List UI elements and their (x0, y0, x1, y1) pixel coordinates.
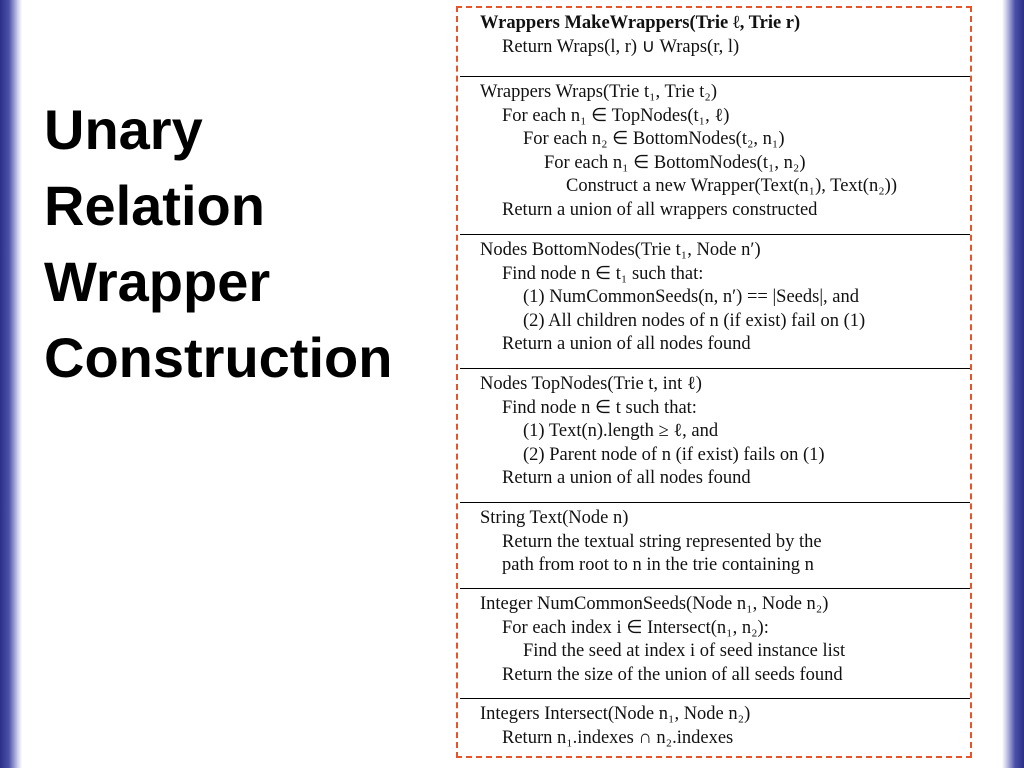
function-signature: String Text(Node n) (480, 508, 629, 528)
slide-title-line: Unary (44, 98, 203, 161)
algorithm-section (460, 698, 970, 757)
algorithm-line: (2) All children nodes of n (if exist) fail on (1) (523, 310, 866, 331)
algorithm-section (460, 8, 970, 76)
algorithm-line: Construct a new Wrapper(Text(n₁), Text(n₂)) (566, 176, 897, 197)
function-signature: Nodes BottomNodes(Trie t₁, Node n′) (480, 240, 761, 260)
algorithm-line: For each n₁ ∈ BottomNodes(t₁, n₂) (544, 152, 806, 173)
algorithm-line: For each n₂ ∈ BottomNodes(t₂, n₁) (523, 129, 785, 150)
algorithm-line: Return a union of all wrappers constructed (502, 200, 818, 220)
function-signature: Wrappers Wraps(Trie t₁, Trie t₂) (480, 82, 717, 102)
right-edge-gradient (1002, 0, 1024, 768)
algorithm-line: (1) NumCommonSeeds(n, n′) == |Seeds|, and (523, 287, 859, 308)
algorithm-line: Return the size of the union of all seeds found (502, 664, 843, 685)
algorithm-line: (2) Parent node of n (if exist) fails on (1) (523, 444, 825, 465)
algorithm-line: Find the seed at index i of seed instance list (523, 641, 846, 662)
algorithm-line: Find node n ∈ t₁ such that: (502, 263, 704, 284)
algorithm-section (460, 234, 970, 369)
slide-title-line: Relation (44, 174, 265, 237)
algorithm-line: path from root to n in the trie containing n (502, 555, 814, 576)
function-signature: Integer NumCommonSeeds(Node n₁, Node n₂) (480, 594, 829, 614)
algorithm-line: Return n₁.indexes ∩ n₂.indexes (502, 727, 734, 748)
slide-title-line: Wrapper (44, 250, 271, 313)
algorithm-section (460, 76, 970, 235)
algorithm-line: Return a union of all nodes found (502, 468, 751, 489)
function-signature: Integers Intersect(Node n₁, Node n₂) (480, 704, 751, 724)
algorithm-section (460, 588, 970, 699)
slide-title-line: Construction (44, 326, 393, 389)
algorithm-line: Return a union of all nodes found (502, 334, 751, 355)
algorithm-section (460, 502, 970, 589)
algorithm-line: (1) Text(n).length ≥ ℓ, and (523, 421, 719, 442)
algorithm-line: For each n₁ ∈ TopNodes(t₁, ℓ) (502, 105, 730, 126)
function-signature: Nodes TopNodes(Trie t, int ℓ) (480, 374, 702, 394)
algorithm-box (456, 6, 972, 758)
algorithm-line: Return the textual string represented by the (502, 531, 822, 552)
slide-title (44, 92, 444, 396)
algorithm-line: For each index i ∈ Intersect(n₁, n₂): (502, 617, 769, 638)
left-edge-gradient (0, 0, 22, 768)
function-signature: Wrappers MakeWrappers(Trie ℓ, Trie r) (480, 13, 801, 33)
algorithm-line: Find node n ∈ t such that: (502, 397, 697, 418)
algorithm-line: Return Wraps(l, r) ∪ Wraps(r, l) (502, 36, 740, 57)
algorithm-section (460, 368, 970, 503)
